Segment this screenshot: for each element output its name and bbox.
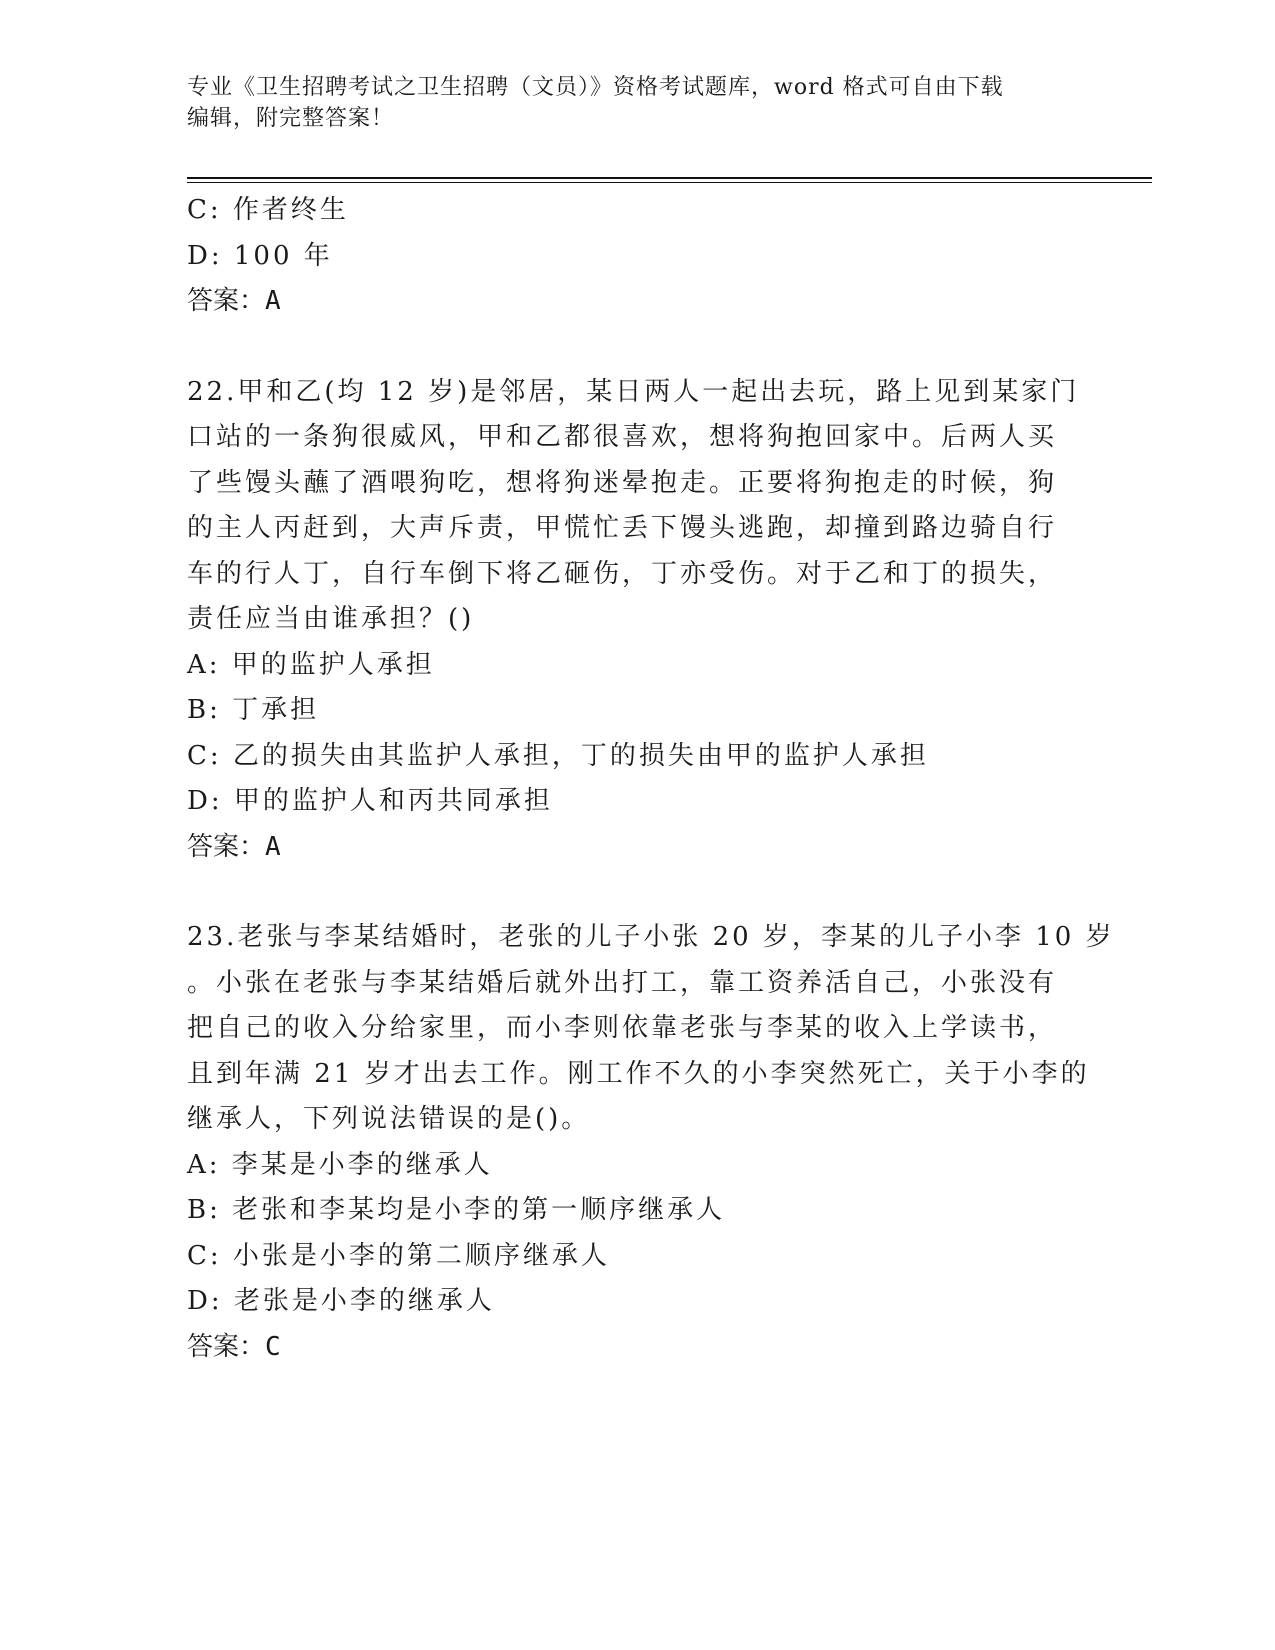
question-22-option-c: C: 乙的损失由其监护人承担，丁的损失由甲的监护人承担 <box>187 740 929 771</box>
stem-line: 23.老张与李某结婚时，老张的儿子小张 20 岁，李某的儿子小李 10 岁 <box>187 922 1115 952</box>
question-23-option-d: D: 老张是小李的继承人 <box>187 1286 495 1316</box>
prev-option-d: D: 100 年 <box>187 240 333 271</box>
prev-answer: 答案：A <box>187 286 281 316</box>
stem-line: 了些馒头蘸了酒喂狗吃，想将狗迷晕抱走。正要将狗抱走的时候，狗 <box>187 467 1058 498</box>
stem-line: 22.甲和乙(均 12 岁)是邻居，某日两人一起出去玩，路上见到某家门 <box>187 376 1080 407</box>
question-22-option-b: B: 丁承担 <box>187 695 320 725</box>
question-22-answer: 答案：A <box>187 831 281 862</box>
question-23-option-a: A: 李某是小李的继承人 <box>187 1149 493 1180</box>
header-divider-thin <box>187 182 1152 183</box>
question-23-option-b: B: 老张和李某均是小李的第一顺序继承人 <box>187 1195 726 1225</box>
question-23-stem <box>187 915 1115 1143</box>
stem-line: 的主人丙赶到，大声斥责，甲慌忙丢下馒头逃跑，却撞到路边骑自行 <box>187 513 1058 543</box>
stem-line: 。小张在老张与李某结婚后就外出打工，靠工资养活自己，小张没有 <box>187 967 1058 998</box>
header-line-2: 编辑，附完整答案！ <box>187 106 395 131</box>
stem-line: 把自己的收入分给家里，而小李则依靠老张与李某的收入上学读书， <box>187 1013 1058 1043</box>
question-22-stem <box>187 370 1080 643</box>
header-line-1: 专业《卫生招聘考试之卫生招聘（文员）》资格考试题库，word 格式可自由下载 <box>187 75 1004 100</box>
spacer <box>187 870 1087 915</box>
question-23-answer: 答案：C <box>187 1331 281 1362</box>
stem-line: 且到年满 21 岁才出去工作。刚工作不久的小李突然死亡，关于小李的 <box>187 1058 1090 1089</box>
header-divider-thick <box>187 177 1152 179</box>
question-22-option-d: D: 甲的监护人和丙共同承担 <box>187 786 553 816</box>
stem-line: 继承人，下列说法错误的是()。 <box>187 1104 591 1134</box>
document-header <box>187 72 1067 134</box>
question-content <box>187 188 1115 1370</box>
stem-line: 车的行人丁，自行车倒下将乙砸伤，丁亦受伤。对于乙和丁的损失， <box>187 558 1058 589</box>
question-23-option-c: C: 小张是小李的第二顺序继承人 <box>187 1240 610 1271</box>
spacer <box>187 325 1087 370</box>
stem-line: 口站的一条狗很威风，甲和乙都很喜欢，想将狗抱回家中。后两人买 <box>187 422 1058 452</box>
prev-option-c: C: 作者终生 <box>187 195 349 225</box>
question-22-option-a: A: 甲的监护人承担 <box>187 649 435 680</box>
stem-line: 责任应当由谁承担？() <box>187 604 475 634</box>
